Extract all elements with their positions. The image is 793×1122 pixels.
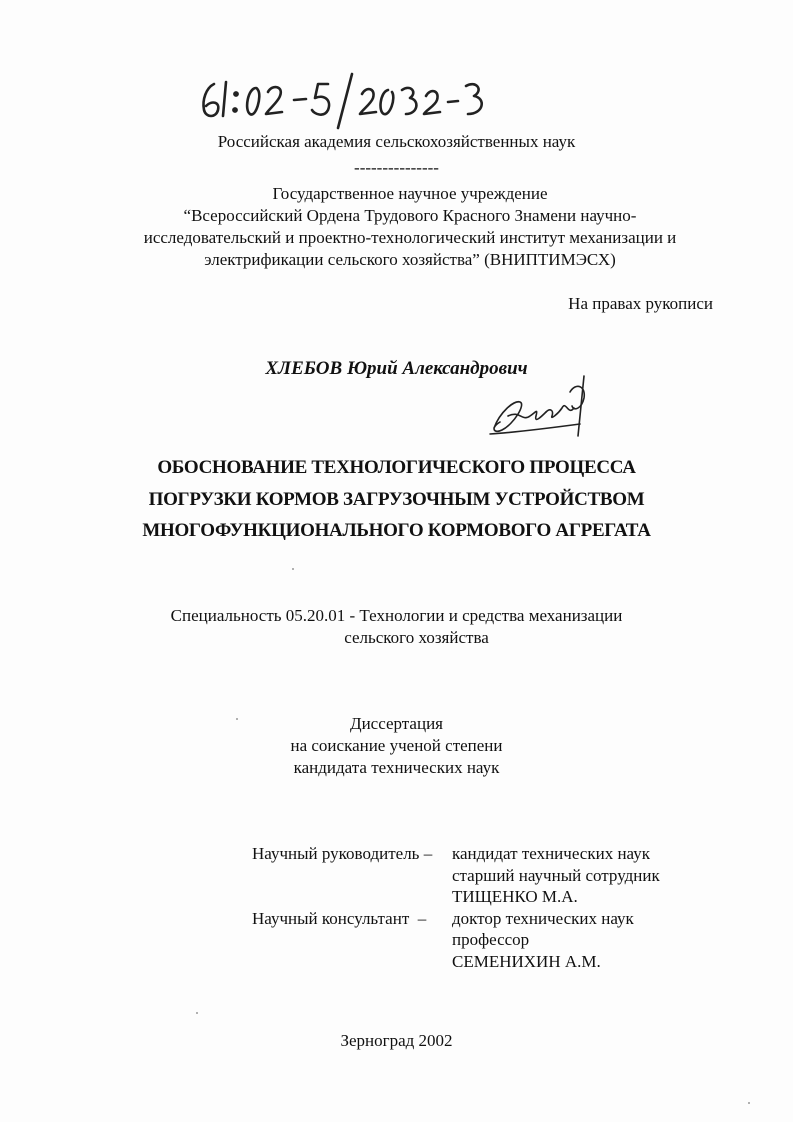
degree-line-1: Диссертация — [349, 714, 443, 733]
degree-line-2: на соискание ученой степени — [290, 736, 503, 755]
supervisor-name: ТИЩЕНКО М.А. — [452, 887, 578, 907]
specialty-line-2: сельского хозяйства — [344, 628, 489, 647]
scan-speck — [196, 1012, 198, 1014]
institution-line-2: “Всероссийский Ордена Трудового Красного Знамени научно- — [183, 206, 637, 225]
supervisor-degree: кандидат технических наук — [452, 844, 650, 863]
supervisor-name-row — [252, 886, 732, 908]
degree-block — [0, 713, 793, 779]
advisors-block — [252, 843, 732, 973]
author-name: ХЛЕБОВ Юрий Александрович — [265, 358, 528, 379]
consultant-label: Научный консультант – — [252, 908, 427, 928]
institution-line-3: исследовательский и проектно-технологический институт механизации и — [143, 228, 677, 247]
degree-line-3: кандидата технических наук — [293, 758, 500, 777]
supervisor-position: старший научный сотрудник — [452, 865, 660, 885]
specialty-line-1: Специальность 05.20.01 - Технологии и средства механизации — [170, 606, 623, 625]
archive-code-drawing — [196, 70, 496, 130]
title-line-2: ПОГРУЗКИ КОРМОВ ЗАГРУЗОЧНЫМ УСТРОЙСТВОМ — [148, 488, 645, 510]
supervisor-position-row — [252, 865, 732, 887]
manuscript-rights-note: На правах рукописи — [568, 294, 713, 313]
scan-speck — [236, 718, 238, 720]
separator-line: --------------- — [354, 158, 439, 177]
place-and-year: Зерноград 2002 — [340, 1031, 453, 1050]
consultant-position-row — [252, 929, 732, 951]
author-signature-icon — [480, 372, 600, 442]
title-line-3: МНОГОФУНКЦИОНАЛЬНОГО КОРМОВОГО АГРЕГАТА — [142, 520, 651, 541]
consultant-position: профессор — [452, 930, 530, 950]
title-line-1: ОБОСНОВАНИЕ ТЕХНОЛОГИЧЕСКОГО ПРОЦЕССА — [157, 457, 636, 478]
scan-speck — [748, 1102, 750, 1104]
consultant-degree: доктор технических наук — [452, 908, 634, 928]
consultant-name: СЕМЕНИХИН А.М. — [452, 951, 601, 971]
consultant-name-row — [252, 951, 732, 973]
consultant-row — [252, 908, 732, 930]
academy-name: Российская академия сельскохозяйственных наук — [217, 132, 576, 151]
institution-line-1: Государственное научное учреждение — [272, 184, 548, 203]
dissertation-title — [60, 452, 733, 547]
handwritten-archive-code — [196, 70, 496, 130]
supervisor-row — [252, 843, 732, 865]
scan-speck — [292, 568, 294, 570]
institution-block — [110, 183, 710, 271]
supervisor-label: Научный руководитель – — [252, 844, 433, 863]
institution-line-4: электрификации сельского хозяйства” (ВНИПТИМЭСХ) — [204, 250, 616, 269]
